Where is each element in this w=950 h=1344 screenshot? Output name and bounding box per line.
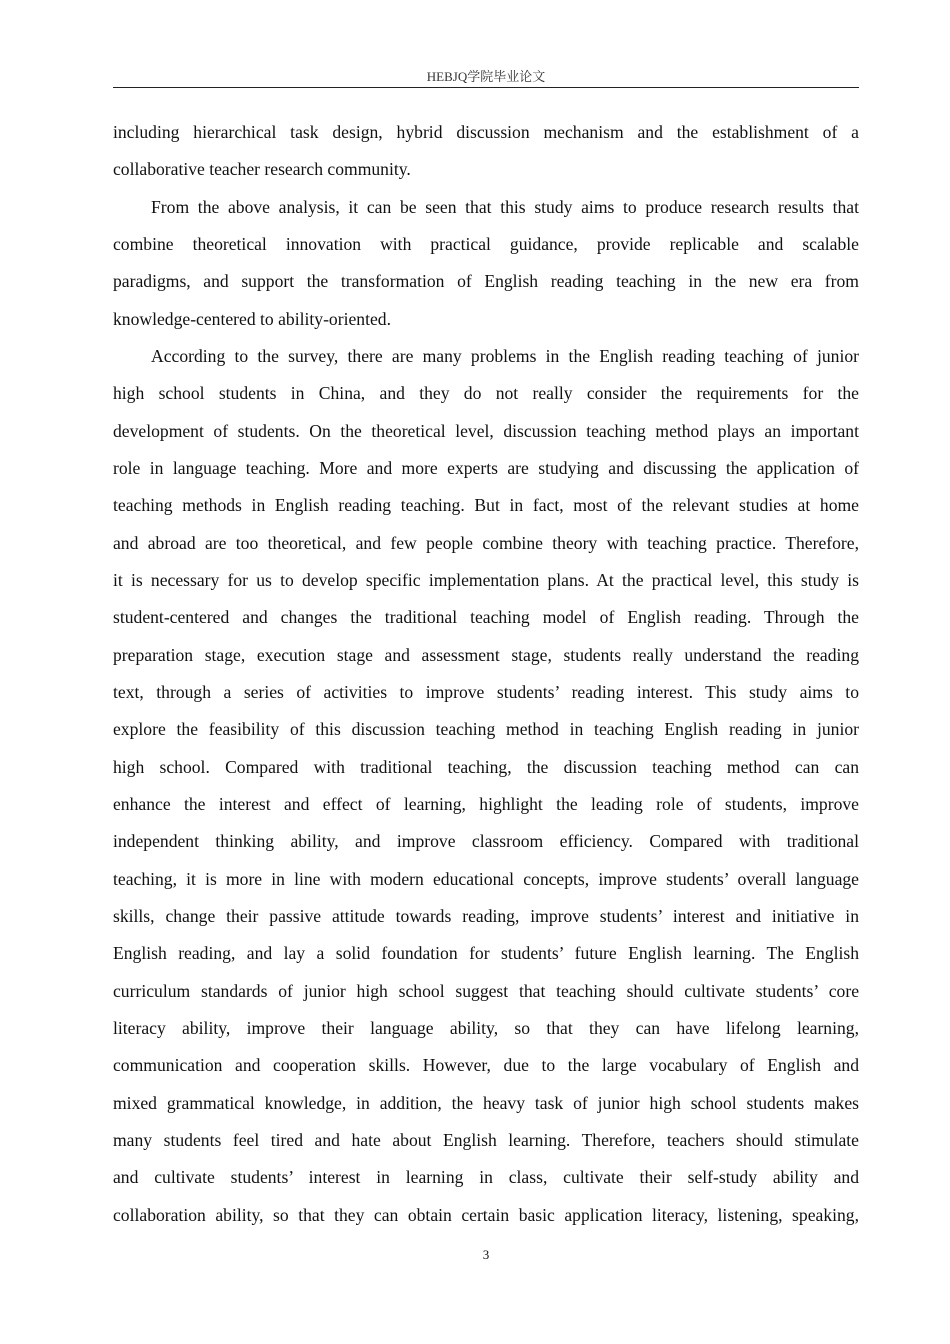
text-line: skills, change their passive attitude towards reading, improve students’ interest and initiative in <box>113 905 859 926</box>
text-line: teaching methods in English reading teaching. But in fact, most of the relevant studies at home <box>113 495 859 516</box>
text-line: literacy ability, improve their language ability, so that they can have lifelong learning, <box>113 1017 859 1038</box>
header-rule <box>113 87 859 88</box>
text-line: enhance the interest and effect of learning, highlight the leading role of students, improve <box>113 793 859 814</box>
text-line: high school. Compared with traditional teaching, the discussion teaching method can can <box>113 756 859 777</box>
text-line: and abroad are too theoretical, and few people combine theory with teaching practice. Therefore, <box>113 532 859 553</box>
text-line: many students feel tired and hate about English learning. Therefore, teachers should stimulate <box>113 1129 859 1150</box>
running-header: HEBJQ学院毕业论文 <box>426 69 546 84</box>
paragraph <box>113 114 859 189</box>
paragraph <box>113 189 859 338</box>
text-line: preparation stage, execution stage and assessment stage, students really understand the reading <box>113 644 859 665</box>
page-number: 3 <box>482 1247 490 1262</box>
text-line: collaborative teacher research community. <box>113 159 411 180</box>
text-line: text, through a series of activities to improve students’ reading interest. This study aims to <box>113 681 859 702</box>
text-line: knowledge-centered to ability-oriented. <box>113 308 391 329</box>
text-line: independent thinking ability, and improve classroom efficiency. Compared with traditional <box>113 831 859 852</box>
text-line: According to the survey, there are many problems in the English reading teaching of junior <box>151 345 859 366</box>
text-line: From the above analysis, it can be seen that this study aims to produce research results that <box>151 196 859 217</box>
text-line: it is necessary for us to develop specific implementation plans. At the practical level, this study is <box>113 569 859 590</box>
text-line: communication and cooperation skills. However, due to the large vocabulary of English and <box>113 1055 859 1076</box>
text-line: including hierarchical task design, hybrid discussion mechanism and the establishment of a <box>113 122 859 142</box>
document-body <box>113 114 859 1234</box>
text-line: combine theoretical innovation with practical guidance, provide replicable and scalable <box>113 233 859 254</box>
text-line: student-centered and changes the traditional teaching model of English reading. Through the <box>113 607 859 628</box>
text-line: teaching, it is more in line with modern educational concepts, improve students’ overall language <box>113 868 859 889</box>
text-line: mixed grammatical knowledge, in addition, the heavy task of junior high school students makes <box>113 1092 859 1113</box>
paragraph <box>113 338 859 1234</box>
text-line: English reading, and lay a solid foundation for students’ future English learning. The English <box>113 943 859 964</box>
text-line: high school students in China, and they do not really consider the requirements for the <box>113 383 859 404</box>
text-line: role in language teaching. More and more experts are studying and discussing the application of <box>113 457 859 478</box>
text-line: development of students. On the theoretical level, discussion teaching method plays an important <box>113 420 859 441</box>
text-line: curriculum standards of junior high school suggest that teaching should cultivate students’ core <box>113 980 859 1001</box>
text-line: and cultivate students’ interest in learning in class, cultivate their self-study ability and <box>113 1167 859 1188</box>
text-line: paradigms, and support the transformation of English reading teaching in the new era from <box>113 271 859 292</box>
text-line: collaboration ability, so that they can obtain certain basic application literacy, listening, speaking, <box>113 1204 859 1225</box>
text-line: explore the feasibility of this discussion teaching method in teaching English reading in junior <box>113 719 859 740</box>
